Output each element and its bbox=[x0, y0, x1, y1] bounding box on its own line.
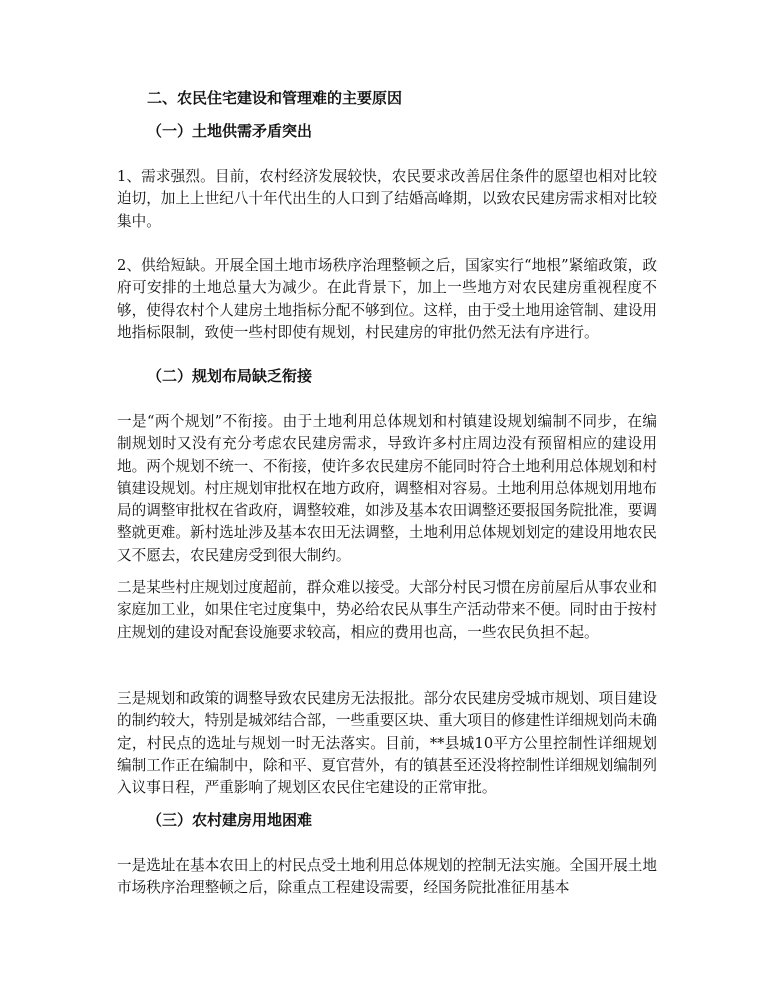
subsection-title-3: （三）农村建房用地困难 bbox=[147, 811, 313, 829]
paragraph-demand: 1、需求强烈。目前，农村经济发展较快，农民要求改善居住条件的愿望也相对比较迫切，加上上世纪八十年代出生的人口到了结婚高峰期，以致农民建房需求相对比较集中。 bbox=[117, 168, 657, 230]
subsection-title-2: （二）规划布局缺乏衔接 bbox=[147, 367, 313, 385]
paragraph-policy-adjustment: 三是规划和政策的调整导致农民建房无法报批。部分农民建房受城市规划、项目建设的制约较大，特别是城郊结合部，一些重要区块、重大项目的修建性详细规划尚未确定，村民点的选址与规划一时无法落实。目前，**县城10平方公里控制性详细规划编制工作正在编制中，除和平、夏官营外，有的镇甚至还没将控制性详细规划编制列入议事日程，严重影响了规划区农民住宅建设的正常审批。 bbox=[117, 690, 657, 797]
paragraph-over-planning: 二是某些村庄规划过度超前，群众难以接受。大部分村民习惯在房前屋后从事农业和家庭加工业，如果住宅过度集中，势必给农民从事生产活动带来不便。同时由于按村庄规划的建设对配套设施要求较高，相应的费用也高，一些农民负担不起。 bbox=[117, 579, 657, 641]
section-title: 二、农民住宅建设和管理难的主要原因 bbox=[147, 89, 403, 107]
subsection-title-1: （一）土地供需矛盾突出 bbox=[147, 122, 313, 140]
paragraph-two-plans: 一是“两个规划”不衔接。由于土地利用总体规划和村镇建设规划编制不同步，在编制规划时又没有充分考虑农民建房需求，导致许多村庄周边没有预留相应的建设用地。两个规划不统一、不衔接，使许多农民建房不能同时符合土地利用总体规划和村镇建设规划。村庄规划审批权在地方政府，调整相对容易。土地利用总体规划用地布局的调整审批权在省政府，调整较难，如涉及基本农田调整还要报国务院批准，要调整就更难。新村选址涉及基本农田无法调整，土地利用总体规划划定的建设用地农民又不愿去，农民建房受到很大制约。 bbox=[117, 413, 657, 564]
paragraph-supply: 2、供给短缺。开展全国土地市场秩序治理整顿之后，国家实行“地根”紧缩政策，政府可安排的土地总量大为减少。在此背景下，加上一些地方对农民建房重视程度不够，使得农村个人建房土地指标分配不够到位。这样，由于受土地用途管制、建设用地指标限制，致使一些村即使有规划，村民建房的审批仍然无法有序进行。 bbox=[117, 257, 657, 341]
paragraph-farmland-site: 一是选址在基本农田上的村民点受土地利用总体规划的控制无法实施。全国开展土地市场秩序治理整顿之后，除重点工程建设需要，经国务院批准征用基本 bbox=[117, 857, 657, 897]
